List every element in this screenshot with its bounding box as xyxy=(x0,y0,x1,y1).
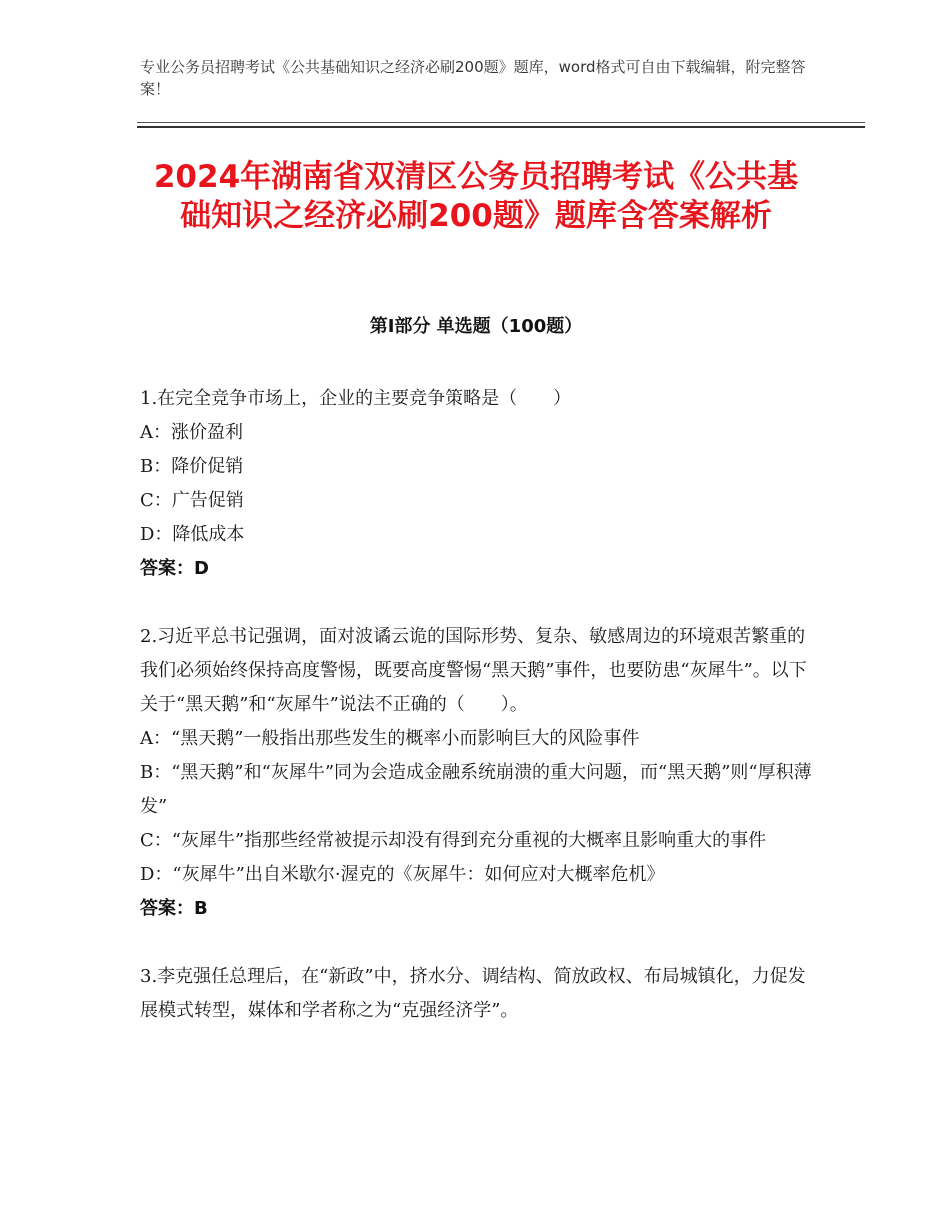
option-c: C：广告促销 xyxy=(140,490,244,511)
section-title: 第Ⅰ部分 单选题（100题） xyxy=(369,316,583,337)
option-b: B：降价促销 xyxy=(140,456,244,477)
answer-label: 答案：B xyxy=(140,898,208,919)
header-note: 专业公务员招聘考试《公共基础知识之经济必刷200题》题库，word格式可自由下载编辑，附完整答案！ xyxy=(140,58,806,98)
option-a: A：“黑天鹅”一般指出那些发生的概率小而影响巨大的风险事件 xyxy=(140,728,640,749)
answer-label: 答案：D xyxy=(140,558,209,579)
document-title: 2024年湖南省双清区公务员招聘考试《公共基础知识之经济必刷200题》题库含答案解析 xyxy=(153,159,799,234)
option-d: D：“灰犀牛”出自米歇尔·渥克的《灰犀牛：如何应对大概率危机》 xyxy=(140,864,665,885)
header-divider-thick xyxy=(137,126,865,128)
question-item xyxy=(140,382,815,586)
option-d: D：降低成本 xyxy=(140,524,245,545)
option-b: B：“黑天鹅”和“灰犀牛”同为会造成金融系统崩溃的重大问题，而“黑天鹅”则“厚积薄发” xyxy=(140,762,812,817)
question-stem: 3.李克强任总理后，在“新政”中，挤水分、调结构、简放政权、布局城镇化，力促发展模式转型，媒体和学者称之为“克强经济学”。 xyxy=(140,966,806,1021)
option-c: C：“灰犀牛”指那些经常被提示却没有得到充分重视的大概率且影响重大的事件 xyxy=(140,830,767,851)
option-a: A：涨价盈利 xyxy=(140,422,243,443)
header-divider-thin xyxy=(137,122,865,123)
question-item xyxy=(140,960,815,1028)
question-stem: 1.在完全竞争市场上，企业的主要竞争策略是（ ） xyxy=(140,388,572,409)
question-list xyxy=(140,382,815,1062)
question-item xyxy=(140,620,815,926)
question-stem: 2.习近平总书记强调，面对波谲云诡的国际形势、复杂、敏感周边的环境艰苦繁重的我们必须始终保持高度警惕，既要高度警惕“黑天鹅”事件，也要防患“灰犀牛”。以下关于“黑天鹅”和“灰犀牛”说法不正确的（ ）。 xyxy=(140,626,807,715)
